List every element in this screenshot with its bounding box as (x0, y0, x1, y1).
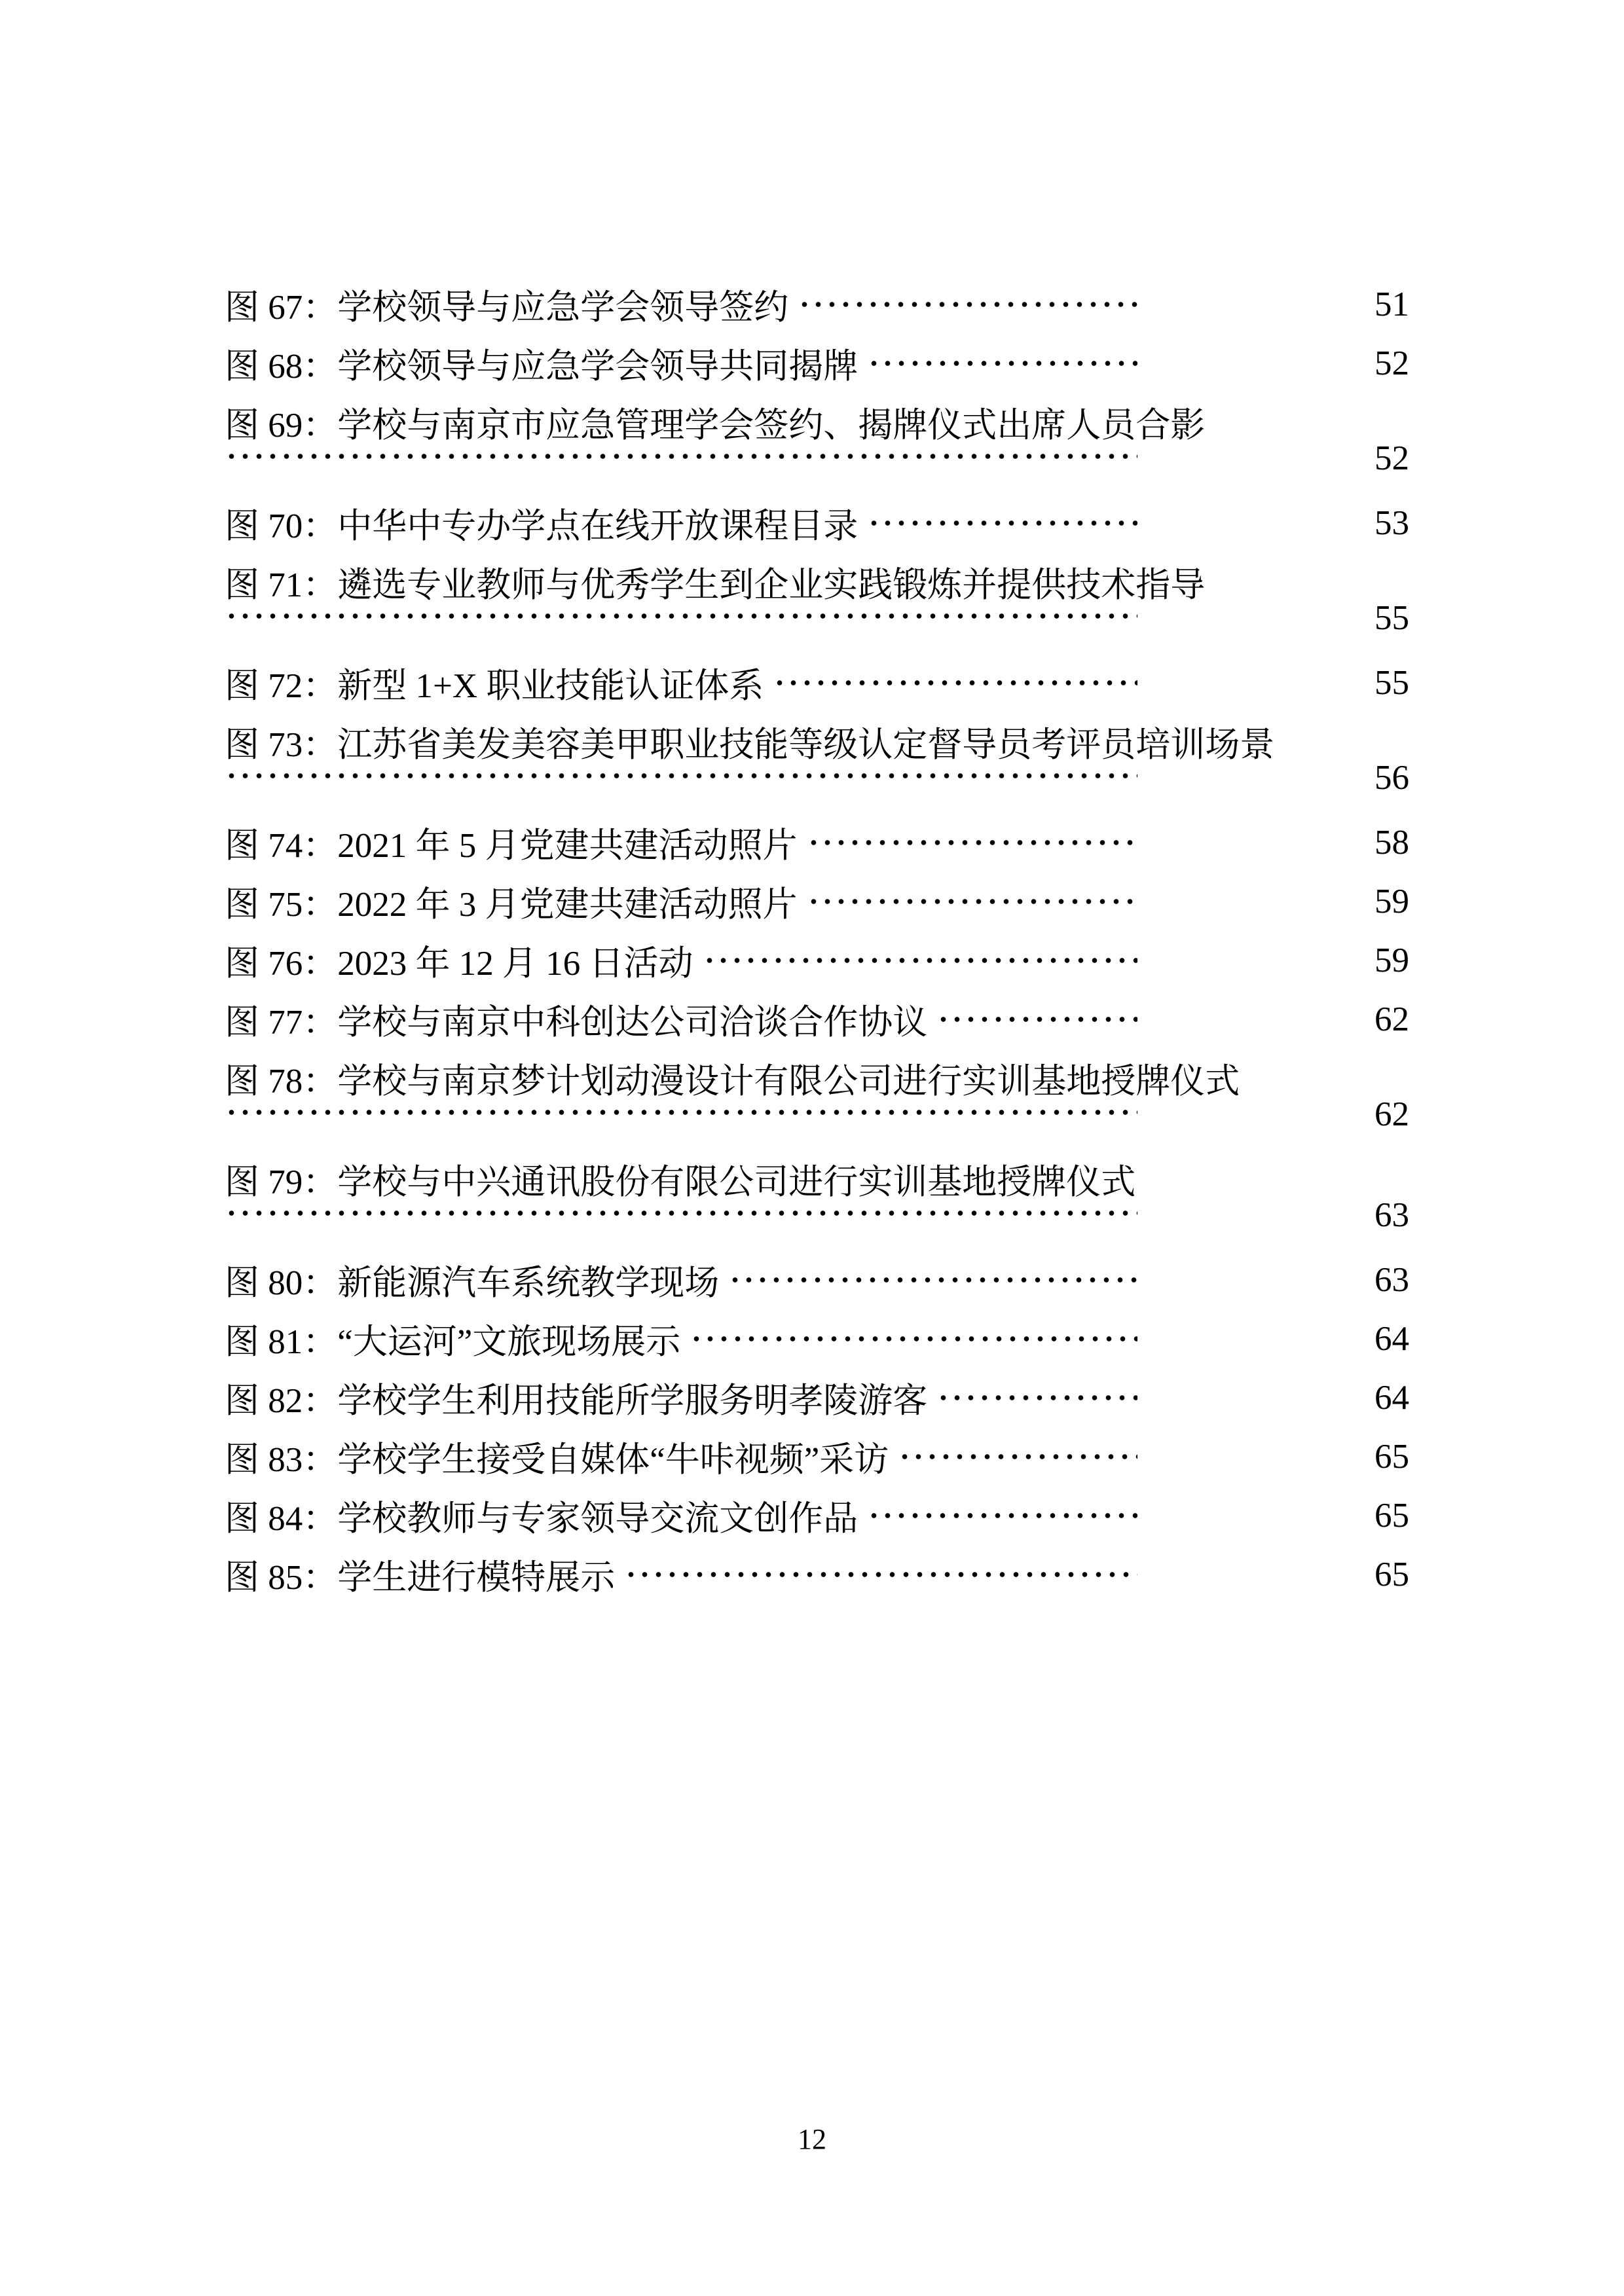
page-footer (0, 2123, 1624, 2156)
toc-entry (225, 1427, 1409, 1486)
dot-leader (807, 838, 1138, 847)
toc-entry (225, 872, 1409, 931)
dot-leader (898, 1452, 1137, 1461)
dot-leader (807, 897, 1138, 906)
toc-entry-page-number: 53 (1375, 504, 1409, 542)
toc-entry (225, 393, 1409, 494)
toc-entry-title: 图 84：学校教师与专家领导交流文创作品 (225, 1500, 858, 1538)
toc-entry (225, 1250, 1409, 1309)
toc-entry-page-number: 63 (1375, 1261, 1409, 1299)
toc-entry (225, 931, 1409, 990)
toc-entry (225, 1545, 1409, 1604)
toc-entry (225, 275, 1409, 334)
toc-entry-page-number: 65 (1375, 1438, 1409, 1476)
dot-leader (225, 452, 1137, 461)
toc-entry (225, 1309, 1409, 1368)
toc-entry (225, 1049, 1409, 1150)
dot-leader (703, 956, 1138, 965)
dot-leader (936, 1393, 1137, 1402)
toc-entry-title: 图 78：学校与南京梦计划动漫设计有限公司进行实训基地授牌仪式 (225, 1063, 1240, 1101)
dot-leader (624, 1570, 1137, 1579)
toc-entry-page-number: 51 (1375, 285, 1409, 323)
dot-leader (225, 1209, 1137, 1218)
toc-entry-title: 图 67：学校领导与应急学会领导签约 (225, 289, 789, 327)
toc-entry-title: 图 82：学校学生利用技能所学服务明孝陵游客 (225, 1382, 928, 1420)
toc-entry-title: 图 79：学校与中兴通讯股份有限公司进行实训基地授牌仪式 (225, 1163, 1136, 1201)
dot-leader (773, 678, 1137, 687)
toc-entry-title: 图 73：江苏省美发美容美甲职业技能等级认定督导员考评员培训场景 (225, 726, 1275, 764)
dot-leader (225, 771, 1137, 780)
toc-entry-page-number: 63 (1375, 1196, 1409, 1234)
toc-entry-page-number: 62 (1375, 1095, 1409, 1133)
toc-entry (225, 1368, 1409, 1427)
toc-entry (225, 494, 1409, 553)
figure-toc-list (225, 275, 1409, 1604)
dot-leader (798, 300, 1137, 309)
toc-entry-page-number: 64 (1375, 1379, 1409, 1417)
dot-leader (867, 519, 1137, 528)
toc-entry-title: 图 68：学校领导与应急学会领导共同揭牌 (225, 348, 858, 386)
toc-entry-page-number: 55 (1375, 664, 1409, 702)
toc-entry (225, 1486, 1409, 1545)
toc-entry (225, 813, 1409, 872)
toc-entry-title: 图 69：学校与南京市应急管理学会签约、揭牌仪式出席人员合影 (225, 407, 1206, 445)
toc-entry (225, 712, 1409, 813)
toc-entry-page-number: 55 (1375, 599, 1409, 637)
toc-entry-title: 图 74：2021 年 5 月党建共建活动照片 (225, 827, 798, 865)
toc-entry (225, 653, 1409, 712)
toc-entry (225, 990, 1409, 1049)
footer-page-number: 12 (798, 2123, 826, 2155)
dot-leader (867, 359, 1137, 368)
toc-entry-title: 图 77：学校与南京中科创达公司洽谈合作协议 (225, 1004, 928, 1042)
toc-entry-page-number: 58 (1375, 824, 1409, 862)
toc-entry (225, 553, 1409, 653)
dot-leader (867, 1511, 1137, 1520)
toc-entry-page-number: 52 (1375, 439, 1409, 477)
dot-leader (225, 611, 1137, 621)
toc-entry (225, 334, 1409, 393)
toc-entry-title: 图 81：“大运河”文旅现场展示 (225, 1323, 681, 1361)
dot-leader (728, 1275, 1137, 1285)
toc-entry-title: 图 76：2023 年 12 月 16 日活动 (225, 945, 693, 983)
toc-entry-page-number: 56 (1375, 759, 1409, 797)
toc-entry (225, 1150, 1409, 1250)
toc-entry-page-number: 64 (1375, 1320, 1409, 1358)
toc-entry-page-number: 62 (1375, 1000, 1409, 1038)
toc-entry-title: 图 72：新型 1+X 职业技能认证体系 (225, 667, 764, 705)
toc-entry-page-number: 59 (1375, 883, 1409, 920)
toc-entry-page-number: 52 (1375, 344, 1409, 382)
toc-entry-page-number: 59 (1375, 941, 1409, 979)
dot-leader (936, 1015, 1137, 1024)
toc-entry-page-number: 65 (1375, 1556, 1409, 1594)
dot-leader (225, 1108, 1137, 1117)
toc-entry-title: 图 80：新能源汽车系统教学现场 (225, 1264, 720, 1302)
toc-entry-title: 图 71：遴选专业教师与优秀学生到企业实践锻炼并提供技术指导 (225, 566, 1206, 604)
toc-entry-title: 图 70：中华中专办学点在线开放课程目录 (225, 507, 858, 545)
toc-entry-page-number: 65 (1375, 1497, 1409, 1535)
toc-entry-title: 图 83：学校学生接受自媒体“牛咔视频”采访 (225, 1441, 889, 1479)
toc-entry-title: 图 85：学生进行模特展示 (225, 1559, 616, 1597)
toc-entry-title: 图 75：2022 年 3 月党建共建活动照片 (225, 886, 798, 924)
dot-leader (690, 1334, 1137, 1343)
